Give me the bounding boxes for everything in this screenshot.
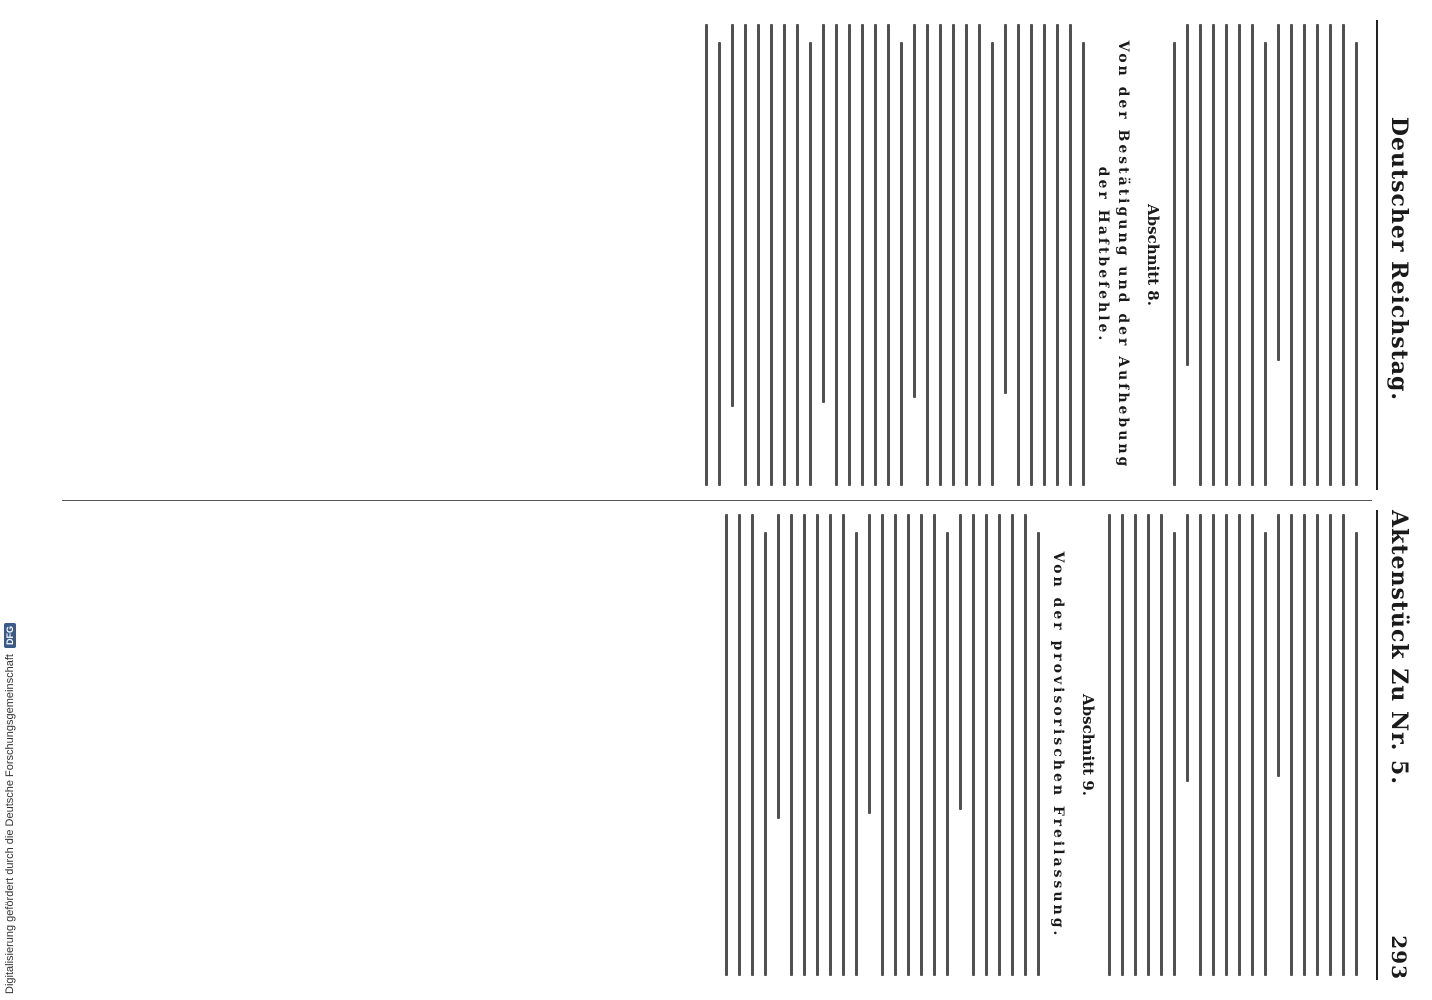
right-column	[66, 514, 1366, 976]
text-line	[920, 514, 923, 976]
text-line	[1121, 514, 1124, 976]
text-line	[1043, 24, 1046, 486]
text-line	[998, 514, 1001, 976]
text-line	[1199, 514, 1202, 976]
text-line	[803, 514, 806, 976]
text-line	[1225, 514, 1228, 976]
text-line	[1134, 514, 1137, 976]
header-rule-right	[1376, 510, 1378, 980]
text-line	[751, 514, 754, 976]
text-line	[1316, 24, 1319, 486]
text-line	[1186, 24, 1189, 366]
section-heading: Abschnitt 8.	[1144, 204, 1162, 306]
text-line	[926, 24, 929, 486]
text-line	[796, 24, 799, 486]
text-line	[894, 514, 897, 976]
text-line	[744, 24, 747, 486]
text-block	[725, 514, 1040, 976]
text-line	[1199, 24, 1202, 486]
text-line	[1173, 532, 1176, 976]
text-line	[1329, 24, 1332, 486]
text-line	[1011, 514, 1014, 976]
text-line	[777, 514, 780, 819]
text-line	[1225, 24, 1228, 486]
text-line	[1342, 24, 1345, 486]
text-line	[848, 24, 851, 486]
text-line	[985, 514, 988, 976]
text-line	[1277, 24, 1280, 361]
text-line	[770, 24, 773, 486]
text-line	[868, 514, 871, 814]
text-line	[1355, 532, 1358, 976]
text-line	[1212, 24, 1215, 486]
header-rule-left	[1376, 20, 1378, 490]
text-line	[1017, 24, 1020, 486]
digitization-credit	[2, 334, 18, 994]
text-line	[764, 532, 767, 976]
text-line	[809, 42, 812, 486]
text-line	[1251, 514, 1254, 976]
text-line	[1303, 24, 1306, 486]
text-line	[757, 24, 760, 486]
text-line	[874, 24, 877, 486]
text-line	[790, 514, 793, 976]
running-header-right	[1382, 510, 1416, 980]
text-line	[1186, 514, 1189, 782]
running-header-right-title: Aktenstück Zu Nr. 5.	[1386, 510, 1412, 785]
text-line	[1316, 514, 1319, 976]
text-line	[1290, 514, 1293, 976]
text-line	[978, 24, 981, 486]
text-line	[965, 24, 968, 486]
text-line	[887, 24, 890, 486]
text-line	[718, 42, 721, 486]
text-line	[1264, 42, 1267, 486]
text-line	[816, 514, 819, 976]
text-line	[1160, 514, 1163, 976]
text-line	[1238, 24, 1241, 486]
text-block	[1108, 514, 1358, 976]
text-line	[1108, 514, 1111, 976]
text-line	[1212, 514, 1215, 976]
text-line	[1173, 42, 1176, 486]
credit-text: Digitalisierung gefördert durch die Deutsche Forschungsgemeinschaft	[4, 654, 16, 994]
text-line	[1251, 24, 1254, 486]
text-line	[1238, 514, 1241, 976]
text-line	[1342, 514, 1345, 976]
text-line	[900, 42, 903, 486]
left-column	[66, 24, 1366, 486]
text-line	[1355, 42, 1358, 486]
text-line	[1037, 532, 1040, 976]
text-line	[725, 514, 728, 976]
text-line	[913, 24, 916, 398]
text-line	[783, 24, 786, 486]
text-line	[829, 514, 832, 976]
text-line	[1082, 42, 1085, 486]
text-line	[861, 24, 864, 486]
text-line	[1264, 532, 1267, 976]
text-block	[1173, 24, 1358, 486]
text-line	[991, 42, 994, 486]
text-line	[881, 514, 884, 976]
text-line	[952, 24, 955, 486]
text-line	[959, 514, 962, 810]
text-line	[1056, 24, 1059, 486]
text-line	[842, 514, 845, 976]
page-number: 293	[1387, 935, 1411, 980]
text-line	[1069, 24, 1072, 486]
text-line	[731, 24, 734, 407]
text-line	[1290, 24, 1293, 486]
text-line	[855, 532, 858, 976]
text-line	[835, 24, 838, 486]
text-line	[946, 532, 949, 976]
text-line	[1147, 514, 1150, 976]
section-title: Von der provisorischen Freilassung.	[1050, 551, 1066, 939]
text-line	[933, 514, 936, 976]
text-line	[1030, 24, 1033, 486]
text-line	[939, 24, 942, 486]
dfg-logo: DFG	[4, 623, 16, 648]
text-line	[1303, 514, 1306, 976]
column-separator	[62, 500, 1372, 501]
running-header-left-title: Deutscher Reichstag.	[1386, 116, 1412, 402]
running-header-left	[1382, 24, 1416, 494]
text-line	[907, 514, 910, 976]
text-block	[705, 24, 1085, 486]
text-line	[1024, 514, 1027, 976]
section-heading: Abschnitt 9.	[1079, 694, 1097, 796]
text-line	[705, 24, 708, 486]
text-line	[1004, 24, 1007, 394]
text-line	[738, 514, 741, 976]
section-title: Von der Bestätigung und der Aufhebung der Haftbefehle.	[1095, 40, 1131, 470]
text-line	[972, 514, 975, 976]
text-line	[1277, 514, 1280, 777]
text-line	[822, 24, 825, 403]
text-line	[1329, 514, 1332, 976]
